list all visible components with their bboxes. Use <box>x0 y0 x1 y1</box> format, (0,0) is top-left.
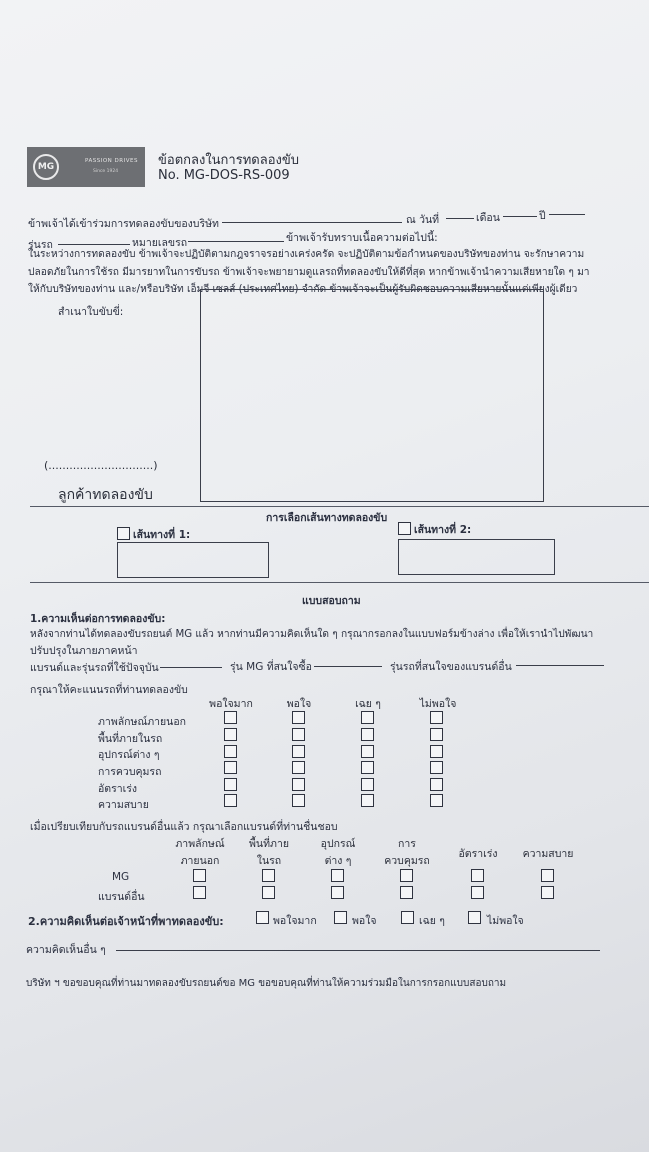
agreement-paragraph-2: ปลอดภัยในการใช้รถ มีมารยาทในการขับรถ ข้าพเจ้าจะพยายามดูแลรถที่ทดลองขับให้ดีที่สุด หากข้าพเจ้านำความเสียหายใด ๆ มา <box>28 267 590 278</box>
rating-checkbox[interactable] <box>224 711 237 724</box>
rating-checkbox[interactable] <box>430 745 443 758</box>
staff-very-satisfied-checkbox[interactable] <box>256 911 269 924</box>
mg-interest-label: รุ่น MG ที่สนใจซื้อ <box>230 661 312 673</box>
staff-option-label: พอใจ <box>352 915 377 927</box>
rating-row-label: ภาพลักษณ์ภายนอก <box>98 716 187 728</box>
rating-row-label: การควบคุมรถ <box>98 766 162 778</box>
logo-since: Since 1924 <box>93 169 119 174</box>
agreement-company-label: ข้าพเจ้าได้เข้าร่วมการทดลองขับของบริษัท <box>28 218 219 230</box>
license-copy-label: สำเนาใบขับขี่: <box>58 306 124 318</box>
rating-checkbox[interactable] <box>361 711 374 724</box>
rating-row-label: ความสบาย <box>98 799 149 811</box>
compare-col-comfort: ความสบาย <box>522 848 574 860</box>
rating-checkbox[interactable] <box>292 778 305 791</box>
compare-checkbox[interactable] <box>471 886 484 899</box>
rating-row-label: พื้นที่ภายในรถ <box>98 733 163 745</box>
current-brand-field[interactable] <box>160 667 222 668</box>
rating-checkbox[interactable] <box>361 728 374 741</box>
date-year-label: ปี <box>539 210 546 222</box>
section-divider-2 <box>30 582 649 583</box>
rating-checkbox[interactable] <box>430 711 443 724</box>
mg-interest-field[interactable] <box>314 666 382 667</box>
car-model-field[interactable] <box>58 244 130 245</box>
rating-col-very-satisfied: พอใจมาก <box>209 698 253 710</box>
compare-checkbox[interactable] <box>400 886 413 899</box>
compare-checkbox[interactable] <box>193 886 206 899</box>
agreement-paragraph-1: ในระหว่างการทดลองขับ ข้าพเจ้าจะปฏิบัติตามกฎจราจรอย่างเคร่งครัด จะปฏิบัติตามข้อกำหนดของบริษัทของท่าน จะรักษาความ <box>28 249 585 260</box>
compare-checkbox[interactable] <box>471 869 484 882</box>
document-title: ข้อตกลงในการทดลองขับ <box>158 153 299 168</box>
route-1-label: เส้นทางที่ 1: <box>133 529 191 541</box>
agreement-paragraph-3: ให้กับบริษัทของท่าน และ/หรือบริษัท เอ็มจี เซลส์ (ประเทศไทย) จำกัด ข้าพเจ้าจะเป็นผู้รับผิดชอบความเสียหายนั้นแต่เพียงผู้เดียว <box>28 284 578 295</box>
compare-checkbox[interactable] <box>541 869 554 882</box>
compare-row-mg: MG <box>112 871 130 883</box>
month-field[interactable] <box>503 216 537 217</box>
compare-checkbox[interactable] <box>193 869 206 882</box>
rating-checkbox[interactable] <box>292 745 305 758</box>
date-month-label: เดือน <box>476 212 500 224</box>
rating-checkbox[interactable] <box>224 761 237 774</box>
staff-option-label: เฉย ๆ <box>419 915 445 927</box>
rating-checkbox[interactable] <box>292 761 305 774</box>
rating-checkbox[interactable] <box>430 728 443 741</box>
compare-col-exterior-2: ภายนอก <box>180 855 220 867</box>
route-2-checkbox[interactable] <box>398 522 411 535</box>
other-opinion-label: ความคิดเห็นอื่น ๆ <box>26 944 106 956</box>
license-copy-box[interactable] <box>200 289 544 502</box>
route-1-box[interactable] <box>117 542 269 578</box>
signature-label: ลูกค้าทดลองขับ <box>58 487 153 503</box>
other-brand-field[interactable] <box>516 665 604 666</box>
survey-title: แบบสอบถาม <box>302 595 361 607</box>
rating-checkbox[interactable] <box>292 794 305 807</box>
survey-section-2-title: 2.ความคิดเห็นต่อเจ้าหน้าที่พาทดลองขับ: <box>28 915 224 928</box>
day-field[interactable] <box>446 218 474 219</box>
rating-checkbox[interactable] <box>224 728 237 741</box>
compare-col-equipment-2: ต่าง ๆ <box>324 855 352 867</box>
route-section-title: การเลือกเส้นทางทดลองขับ <box>266 512 388 524</box>
staff-neutral-checkbox[interactable] <box>401 911 414 924</box>
other-brand-label: รุ่นรถที่สนใจของแบรนด์อื่น <box>390 661 512 673</box>
logo-tagline: PASSION DRIVES <box>85 158 138 164</box>
rating-row-label: อัตราเร่ง <box>98 783 138 795</box>
current-brand-label: แบรนด์และรุ่นรถที่ใช้ปัจจุบัน <box>30 662 159 674</box>
rating-row-label: อุปกรณ์ต่าง ๆ <box>98 749 160 761</box>
compare-checkbox[interactable] <box>262 886 275 899</box>
rating-checkbox[interactable] <box>292 711 305 724</box>
rating-checkbox[interactable] <box>292 728 305 741</box>
thank-you-note: บริษัท ฯ ขอขอบคุณที่ท่านมาทดลองขับรถยนต์ขอ MG ขอขอบคุณที่ท่านให้ความร่วมมือในการกรอกแบบสอบถาม <box>26 978 507 989</box>
staff-satisfied-checkbox[interactable] <box>334 911 347 924</box>
compare-row-other: แบรนด์อื่น <box>98 891 145 903</box>
compare-col-acceleration: อัตราเร่ง <box>458 848 498 860</box>
survey-intro-line-2: ปรับปรุงในภายภาคหน้า <box>30 645 138 657</box>
compare-col-exterior: ภาพลักษณ์ <box>175 838 225 850</box>
rating-checkbox[interactable] <box>430 761 443 774</box>
other-opinion-field[interactable] <box>116 950 600 951</box>
compare-checkbox[interactable] <box>262 869 275 882</box>
car-model-label: รุ่นรถ <box>28 239 53 251</box>
mg-logo <box>27 147 145 187</box>
route-1-checkbox[interactable] <box>117 527 130 540</box>
rating-checkbox[interactable] <box>430 778 443 791</box>
signature-line[interactable]: (..............................) <box>44 459 158 472</box>
rating-checkbox[interactable] <box>361 794 374 807</box>
rating-checkbox[interactable] <box>224 778 237 791</box>
car-number-field[interactable] <box>188 241 284 242</box>
compare-col-interior: พื้นที่ภาย <box>249 838 289 850</box>
mg-emblem-icon: MG <box>33 154 59 180</box>
rating-col-dissatisfied: ไม่พอใจ <box>419 698 457 710</box>
company-field[interactable] <box>222 222 402 223</box>
rating-checkbox[interactable] <box>361 778 374 791</box>
compare-col-control: การ <box>398 838 416 850</box>
compare-col-interior-2: ในรถ <box>256 855 282 867</box>
rating-checkbox[interactable] <box>430 794 443 807</box>
car-number-label: หมายเลขรถ <box>132 237 188 249</box>
date-day-label: ณ วันที่ <box>406 214 440 226</box>
staff-dissatisfied-checkbox[interactable] <box>468 911 481 924</box>
rating-checkbox[interactable] <box>224 745 237 758</box>
compare-checkbox[interactable] <box>541 886 554 899</box>
rating-col-satisfied: พอใจ <box>286 698 312 710</box>
document-number: No. MG-DOS-RS-009 <box>158 168 290 183</box>
compare-col-control-2: ควบคุมรถ <box>384 855 430 867</box>
compare-checkbox[interactable] <box>331 869 344 882</box>
rating-checkbox[interactable] <box>361 761 374 774</box>
rating-prompt: กรุณาให้คะแนนรถที่ท่านทดลองขับ <box>30 684 188 696</box>
compare-col-equipment: อุปกรณ์ <box>320 838 356 850</box>
compare-checkbox[interactable] <box>331 886 344 899</box>
staff-option-label: พอใจมาก <box>273 915 317 927</box>
route-2-box[interactable] <box>398 539 555 575</box>
route-2-label: เส้นทางที่ 2: <box>414 524 472 536</box>
rating-checkbox[interactable] <box>361 745 374 758</box>
rating-checkbox[interactable] <box>224 794 237 807</box>
year-field[interactable] <box>549 214 585 215</box>
section-divider <box>30 506 649 507</box>
compare-prompt: เมื่อเปรียบเทียบกับรถแบรนด์อื่นแล้ว กรุณาเลือกแบรนด์ที่ท่านชื่นชอบ <box>30 821 338 833</box>
staff-option-label: ไม่พอใจ <box>487 915 524 927</box>
survey-section-1-title: 1.ความเห็นต่อการทดลองขับ: <box>30 613 166 625</box>
acknowledge-label: ข้าพเจ้ารับทราบเนื้อความต่อไปนี้: <box>286 232 438 244</box>
rating-col-neutral: เฉย ๆ <box>355 698 381 710</box>
survey-intro-line-1: หลังจากท่านได้ทดลองขับรถยนต์ MG แล้ว หากท่านมีความคิดเห็นใด ๆ กรุณากรอกลงในแบบฟอร์มข้างล่าง เพื่อให้เรานำไปพัฒนา <box>30 629 594 640</box>
compare-checkbox[interactable] <box>400 869 413 882</box>
